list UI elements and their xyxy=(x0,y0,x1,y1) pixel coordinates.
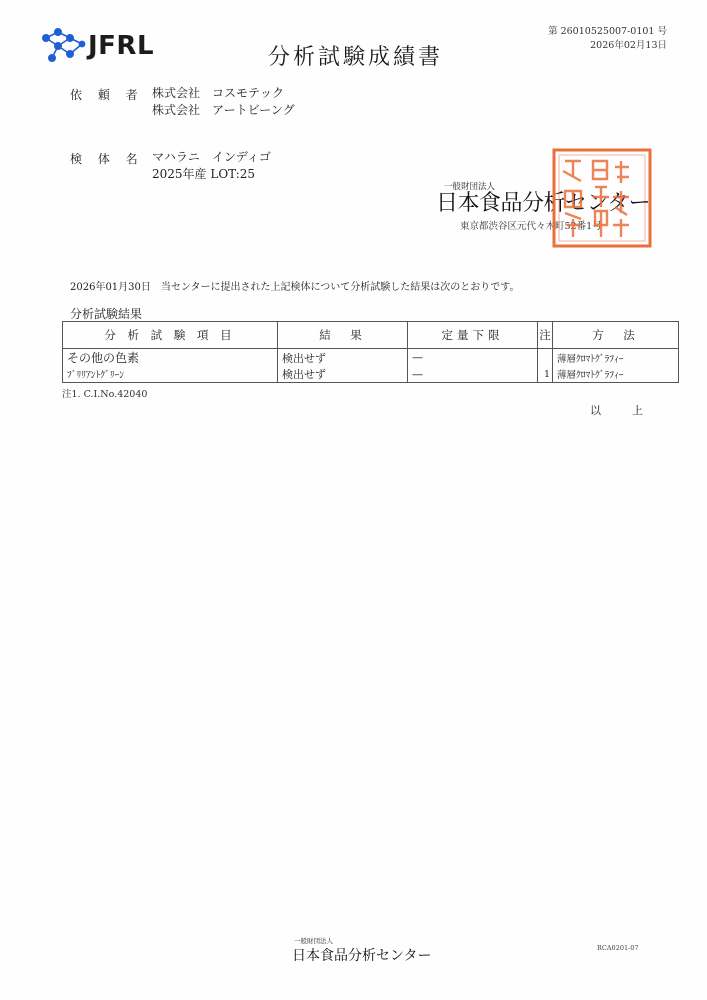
closing-mark: 以 上 xyxy=(590,404,653,417)
client-name-1: 株式会社 コスモテック xyxy=(152,86,285,100)
official-seal-icon xyxy=(551,147,653,249)
cell-item: ﾌﾞﾘﾘｱﾝﾄｸﾞﾘｰﾝ xyxy=(63,366,278,383)
logo-text: JFRL xyxy=(88,31,155,61)
cell-method: 薄層ｸﾛﾏﾄｸﾞﾗﾌｨｰ xyxy=(553,366,679,383)
client-name-2: 株式会社 アートビーング xyxy=(152,103,295,117)
cell-result: 検出せず xyxy=(278,366,408,383)
specimen-lot: 2025年産 LOT:25 xyxy=(152,167,256,181)
header-item: 分 析 試 験 項 目 xyxy=(63,322,278,349)
document-title: 分析試験成績書 xyxy=(268,45,444,70)
cell-method: 薄層ｸﾛﾏﾄｸﾞﾗﾌｨｰ xyxy=(553,349,679,367)
header-result: 結 果 xyxy=(278,322,408,349)
footnote: 注1. C.I.No.42040 xyxy=(62,389,148,400)
specimen-label: 検 体 名 xyxy=(70,152,144,166)
issue-date: 2026年02月13日 xyxy=(590,40,667,51)
cell-note: 1 xyxy=(538,366,553,383)
cell-limit: — xyxy=(408,366,538,383)
organization-prefix: 一般財団法人 xyxy=(444,182,496,192)
results-table xyxy=(62,321,679,383)
organization-name: 日本食品分析センター xyxy=(436,191,651,216)
table-row xyxy=(63,366,679,383)
footer-prefix: 一般財団法人 xyxy=(294,937,333,945)
organization-address: 東京都渋谷区元代々木町52番1号 xyxy=(460,221,602,232)
footer-name: 日本食品分析センター xyxy=(292,948,432,964)
cell-limit: — xyxy=(408,349,538,367)
cell-note xyxy=(538,349,553,367)
certificate-number: 第 26010525007-0101 号 xyxy=(548,26,667,37)
intro-text: 2026年01月30日 当センターに提出された上記検体について分析試験した結果は次のとおりです。 xyxy=(70,282,520,293)
cell-result: 検出せず xyxy=(278,349,408,367)
results-header-row xyxy=(63,322,679,349)
header-limit: 定量下限 xyxy=(408,322,538,349)
header-note: 注 xyxy=(538,322,553,349)
specimen-name: マハラニ インディゴ xyxy=(152,150,271,164)
footer-organization xyxy=(292,936,431,965)
form-code: RCA0201-07 xyxy=(597,944,639,952)
results-section-title: 分析試験結果 xyxy=(70,307,143,321)
cell-item: その他の色素 xyxy=(63,349,278,367)
client-values xyxy=(152,85,295,119)
header-method: 方 法 xyxy=(553,322,679,349)
table-row xyxy=(63,349,679,367)
client-label: 依 頼 者 xyxy=(70,88,144,102)
certificate-info xyxy=(548,25,667,53)
specimen-values xyxy=(152,149,271,183)
